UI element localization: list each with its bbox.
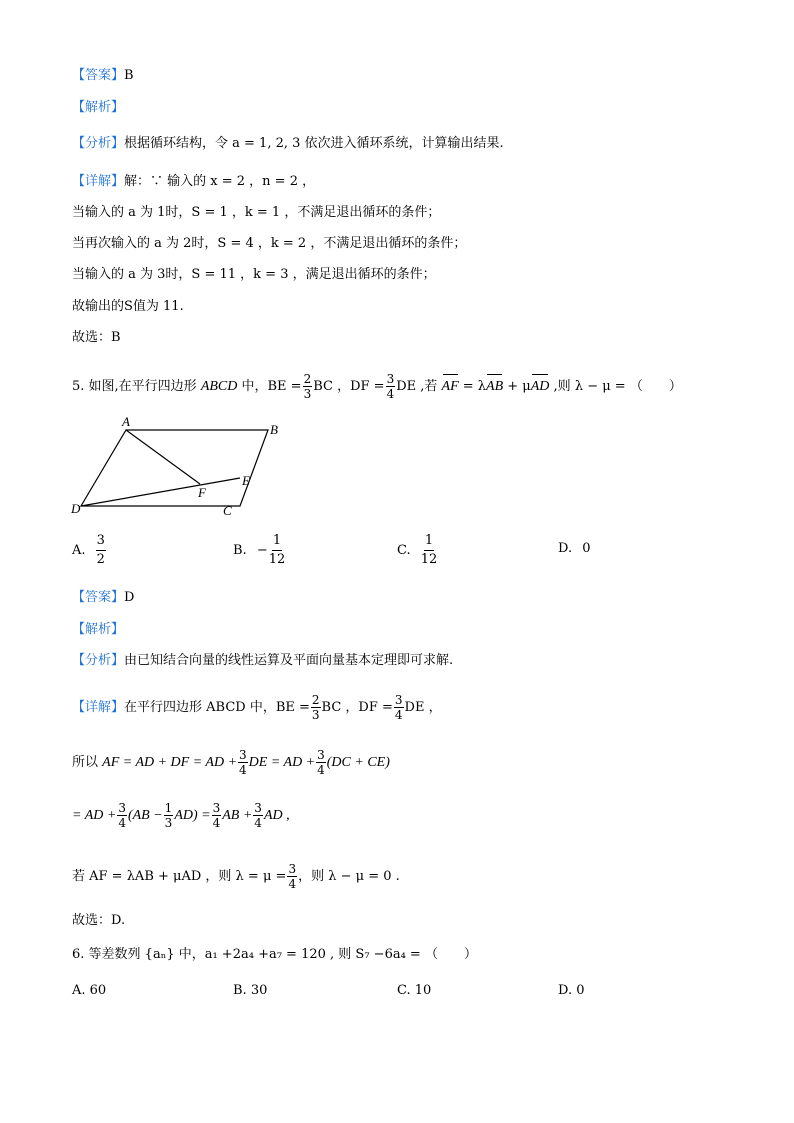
detail-line5-q4: 故输出的S值为 11. bbox=[72, 299, 184, 314]
analysis-heading-q4 bbox=[72, 98, 124, 118]
q6-option-b[interactable]: B. 30 bbox=[233, 983, 268, 998]
answer-tag: 【答案】 bbox=[72, 68, 125, 83]
choose-line-q4: 故选：B bbox=[72, 330, 121, 345]
segment-de bbox=[81, 478, 240, 506]
detail-line1-q5: 【详解】在平行四边形 ABCD 中，BE = $\frac{2}{3}$ BC ，DF = $\frac{3}{4}$ DE ， bbox=[72, 693, 442, 722]
vector-af: AF bbox=[442, 377, 459, 397]
detail-line4-q4: 当输入的 a 为 3时，S = 11 ，k = 3 ，满足退出循环的条件； bbox=[72, 267, 436, 282]
stem-eq: = λ bbox=[458, 379, 487, 394]
answer-line-q5: 【答案】D bbox=[72, 590, 135, 605]
label-b: B bbox=[270, 422, 278, 437]
fenxi-line-q5: 【分析】由已知结合向量的线性运算及平面向量基本定理即可求解. bbox=[72, 653, 454, 668]
label-a: A bbox=[122, 414, 130, 429]
option-c[interactable]: C. $\frac{1}{12}$ bbox=[397, 533, 438, 567]
fraction-2-3: $\frac{2}{3}$ bbox=[303, 372, 312, 401]
label-f: F bbox=[198, 485, 206, 500]
fenxi-text: 根据循环结构，令 a = 1, 2, 3 依次进入循环系统，计算输出结果. bbox=[124, 136, 504, 151]
detail-line2-q5: 所以 AF = AD + DF = AD + $\frac{3}{4}$ DE = AD + $\frac{3}{4}$ (DC + CE) bbox=[72, 748, 390, 777]
parallelogram-abcd bbox=[81, 430, 268, 506]
detail-line3-q4: 当再次输入的 a 为 2时，S = 4 ，k = 2 ，不满足退出循环的条件； bbox=[72, 236, 467, 251]
parallelogram-figure bbox=[66, 412, 292, 520]
stem-be: 中，BE = bbox=[237, 379, 302, 394]
fenxi-tag: 【分析】 bbox=[72, 136, 125, 151]
answer-value: B bbox=[124, 68, 134, 83]
stem-prefix: 5. 如图,在平行四边形 bbox=[72, 379, 201, 394]
analysis-tag: 【解析】 bbox=[72, 100, 125, 115]
vector-ad: AD bbox=[531, 377, 550, 397]
vector-ab: AB bbox=[486, 377, 503, 397]
option-b[interactable]: B. − $\frac{1}{12}$ bbox=[233, 533, 286, 567]
stem-bc: BC ，DF = bbox=[313, 379, 385, 394]
stem-end: ,则 λ − μ = （ ） bbox=[549, 379, 682, 394]
question-6-stem: 6. 等差数列 {aₙ} 中，a₁ +2a₄ +a₇ = 120 , 则 S₇ −6a₄ = （ ） bbox=[72, 947, 477, 962]
option-a[interactable]: A. $\frac{3}{2}$ bbox=[72, 533, 105, 567]
answer-line-q4 bbox=[72, 66, 134, 86]
label-e: E bbox=[242, 473, 250, 488]
choose-line-q5: 故选：D. bbox=[72, 913, 126, 928]
detail-line3-q5: = AD + $\frac{3}{4}$ (AB − $\frac{1}{3}$ AD) = $\frac{3}{4}$ AB + $\frac{3}{4}$ AD , bbox=[72, 801, 290, 830]
detail-text: 解：∵ 输入的 x = 2 ，n = 2 ， bbox=[124, 174, 316, 189]
detail-line4-q5: 若 AF = λAB + μAD ，则 λ = μ = $\frac{3}{4}$ ，则 λ − μ = 0 . bbox=[72, 862, 400, 891]
stem-de: DE ,若 bbox=[396, 379, 442, 394]
detail-line2-q4: 当输入的 a 为 1时，S = 1 ，k = 1 ，不满足退出循环的条件； bbox=[72, 205, 441, 220]
q6-option-d[interactable]: D. 0 bbox=[558, 983, 585, 998]
question-5-stem bbox=[72, 372, 682, 401]
option-c-fraction: $\frac{1}{12}$ bbox=[420, 533, 438, 567]
label-c: C bbox=[223, 503, 232, 518]
detail-line1-q4 bbox=[72, 172, 315, 192]
segment-af bbox=[126, 430, 200, 484]
label-d: D bbox=[71, 501, 81, 516]
fenxi-line-q4 bbox=[72, 134, 504, 154]
option-a-fraction: $\frac{3}{2}$ bbox=[96, 533, 105, 567]
option-d[interactable]: D. 0 bbox=[558, 541, 591, 556]
q6-option-a[interactable]: A. 60 bbox=[72, 983, 107, 998]
stem-abcd: ABCD bbox=[200, 379, 238, 394]
stem-plus: + μ bbox=[503, 379, 531, 394]
q6-option-c[interactable]: C. 10 bbox=[397, 983, 432, 998]
option-b-fraction: $\frac{1}{12}$ bbox=[268, 533, 286, 567]
fraction-3-4: $\frac{3}{4}$ bbox=[386, 372, 395, 401]
analysis-heading-q5: 【解析】 bbox=[72, 622, 125, 637]
detail-tag: 【详解】 bbox=[72, 174, 125, 189]
